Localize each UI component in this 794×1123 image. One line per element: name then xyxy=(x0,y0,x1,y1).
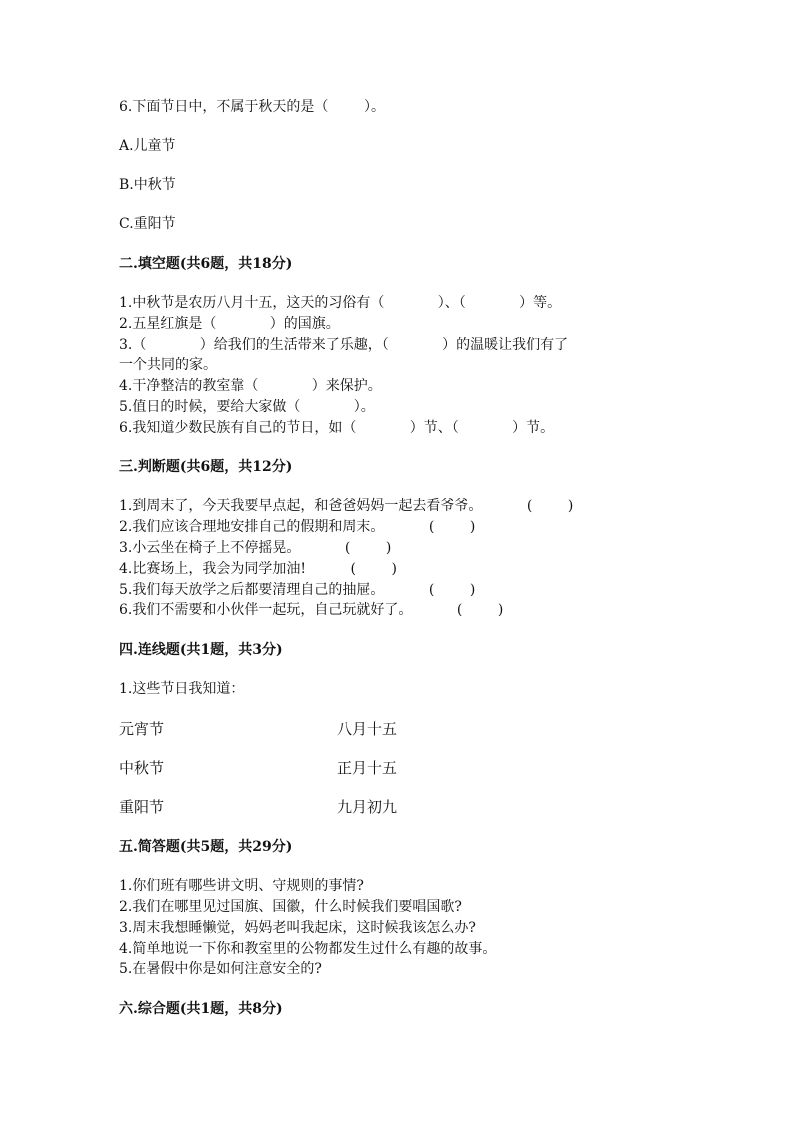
judge-item: 6.我们不需要和小伙伴一起玩，自己玩就好了。 ( ) xyxy=(119,602,504,618)
short-answer-item: 2.我们在哪里见过国旗、国徽，什么时候我们要唱国歌? xyxy=(119,899,462,915)
section-heading-judge: 三.判断题(共6题，共12分) xyxy=(119,459,293,475)
matching-prompt: 1.这些节日我知道： xyxy=(119,681,245,697)
short-answer-item: 4.简单地说一下你和教室里的公物都发生过什么有趣的故事。 xyxy=(119,941,497,957)
matching-right-item: 九月初九 xyxy=(337,798,398,816)
judge-item: 3.小云坐在椅子上不停摇晃。 ( ) xyxy=(119,540,392,556)
judge-item: 5.我们每天放学之后都要清理自己的抽屉。 ( ) xyxy=(119,582,476,598)
fill-blank-item: 4.干净整洁的教室靠（ ）来保护。 xyxy=(119,378,382,394)
option-b: B.中秋节 xyxy=(119,177,176,193)
option-a: A.儿童节 xyxy=(119,138,176,154)
short-answer-item: 1.你们班有哪些讲文明、守规则的事情? xyxy=(119,878,364,894)
fill-blank-item: 一个共同的家。 xyxy=(119,357,217,373)
matching-right-item: 八月十五 xyxy=(337,720,398,738)
fill-blank-item: 1.中秋节是农历八月十五，这天的习俗有（ ）、（ ）等。 xyxy=(119,295,562,311)
section-heading-short-answer: 五.简答题(共5题，共29分) xyxy=(119,839,293,855)
fill-blank-item: 5.值日的时候，要给大家做（ ）。 xyxy=(119,399,375,415)
section-heading-fill-blank: 二.填空题(共6题，共18分) xyxy=(119,256,293,272)
fill-blank-item: 6.我知道少数民族有自己的节日，如（ ）节、（ ）节。 xyxy=(119,420,555,436)
section-heading-comprehensive: 六.综合题(共1题，共8分) xyxy=(119,1001,283,1017)
fill-blank-item: 3.（ ）给我们的生活带来了乐趣，（ ）的温暖让我们有了 xyxy=(119,337,569,353)
short-answer-item: 3.周末我想睡懒觉，妈妈老叫我起床，这时候我该怎么办? xyxy=(119,920,476,936)
judge-item: 2.我们应该合理地安排自己的假期和周末。 ( ) xyxy=(119,519,476,535)
matching-right-item: 正月十五 xyxy=(337,759,398,777)
matching-left-item: 元宵节 xyxy=(119,720,165,738)
option-c: C.重阳节 xyxy=(119,216,176,232)
section-heading-matching: 四.连线题(共1题，共3分) xyxy=(119,642,283,658)
matching-left-item: 中秋节 xyxy=(119,759,165,777)
short-answer-item: 5.在暑假中你是如何注意安全的? xyxy=(119,961,322,977)
question-6-stem: 6.下面节日中，不属于秋天的是（ ）。 xyxy=(119,99,385,115)
fill-blank-item: 2.五星红旗是（ ）的国旗。 xyxy=(119,316,340,332)
judge-item: 4.比赛场上，我会为同学加油! ( ) xyxy=(119,561,398,577)
judge-item: 1.到周末了，今天我要早点起，和爸爸妈妈一起去看爷爷。 ( ) xyxy=(119,498,574,514)
matching-left-item: 重阳节 xyxy=(119,798,165,816)
